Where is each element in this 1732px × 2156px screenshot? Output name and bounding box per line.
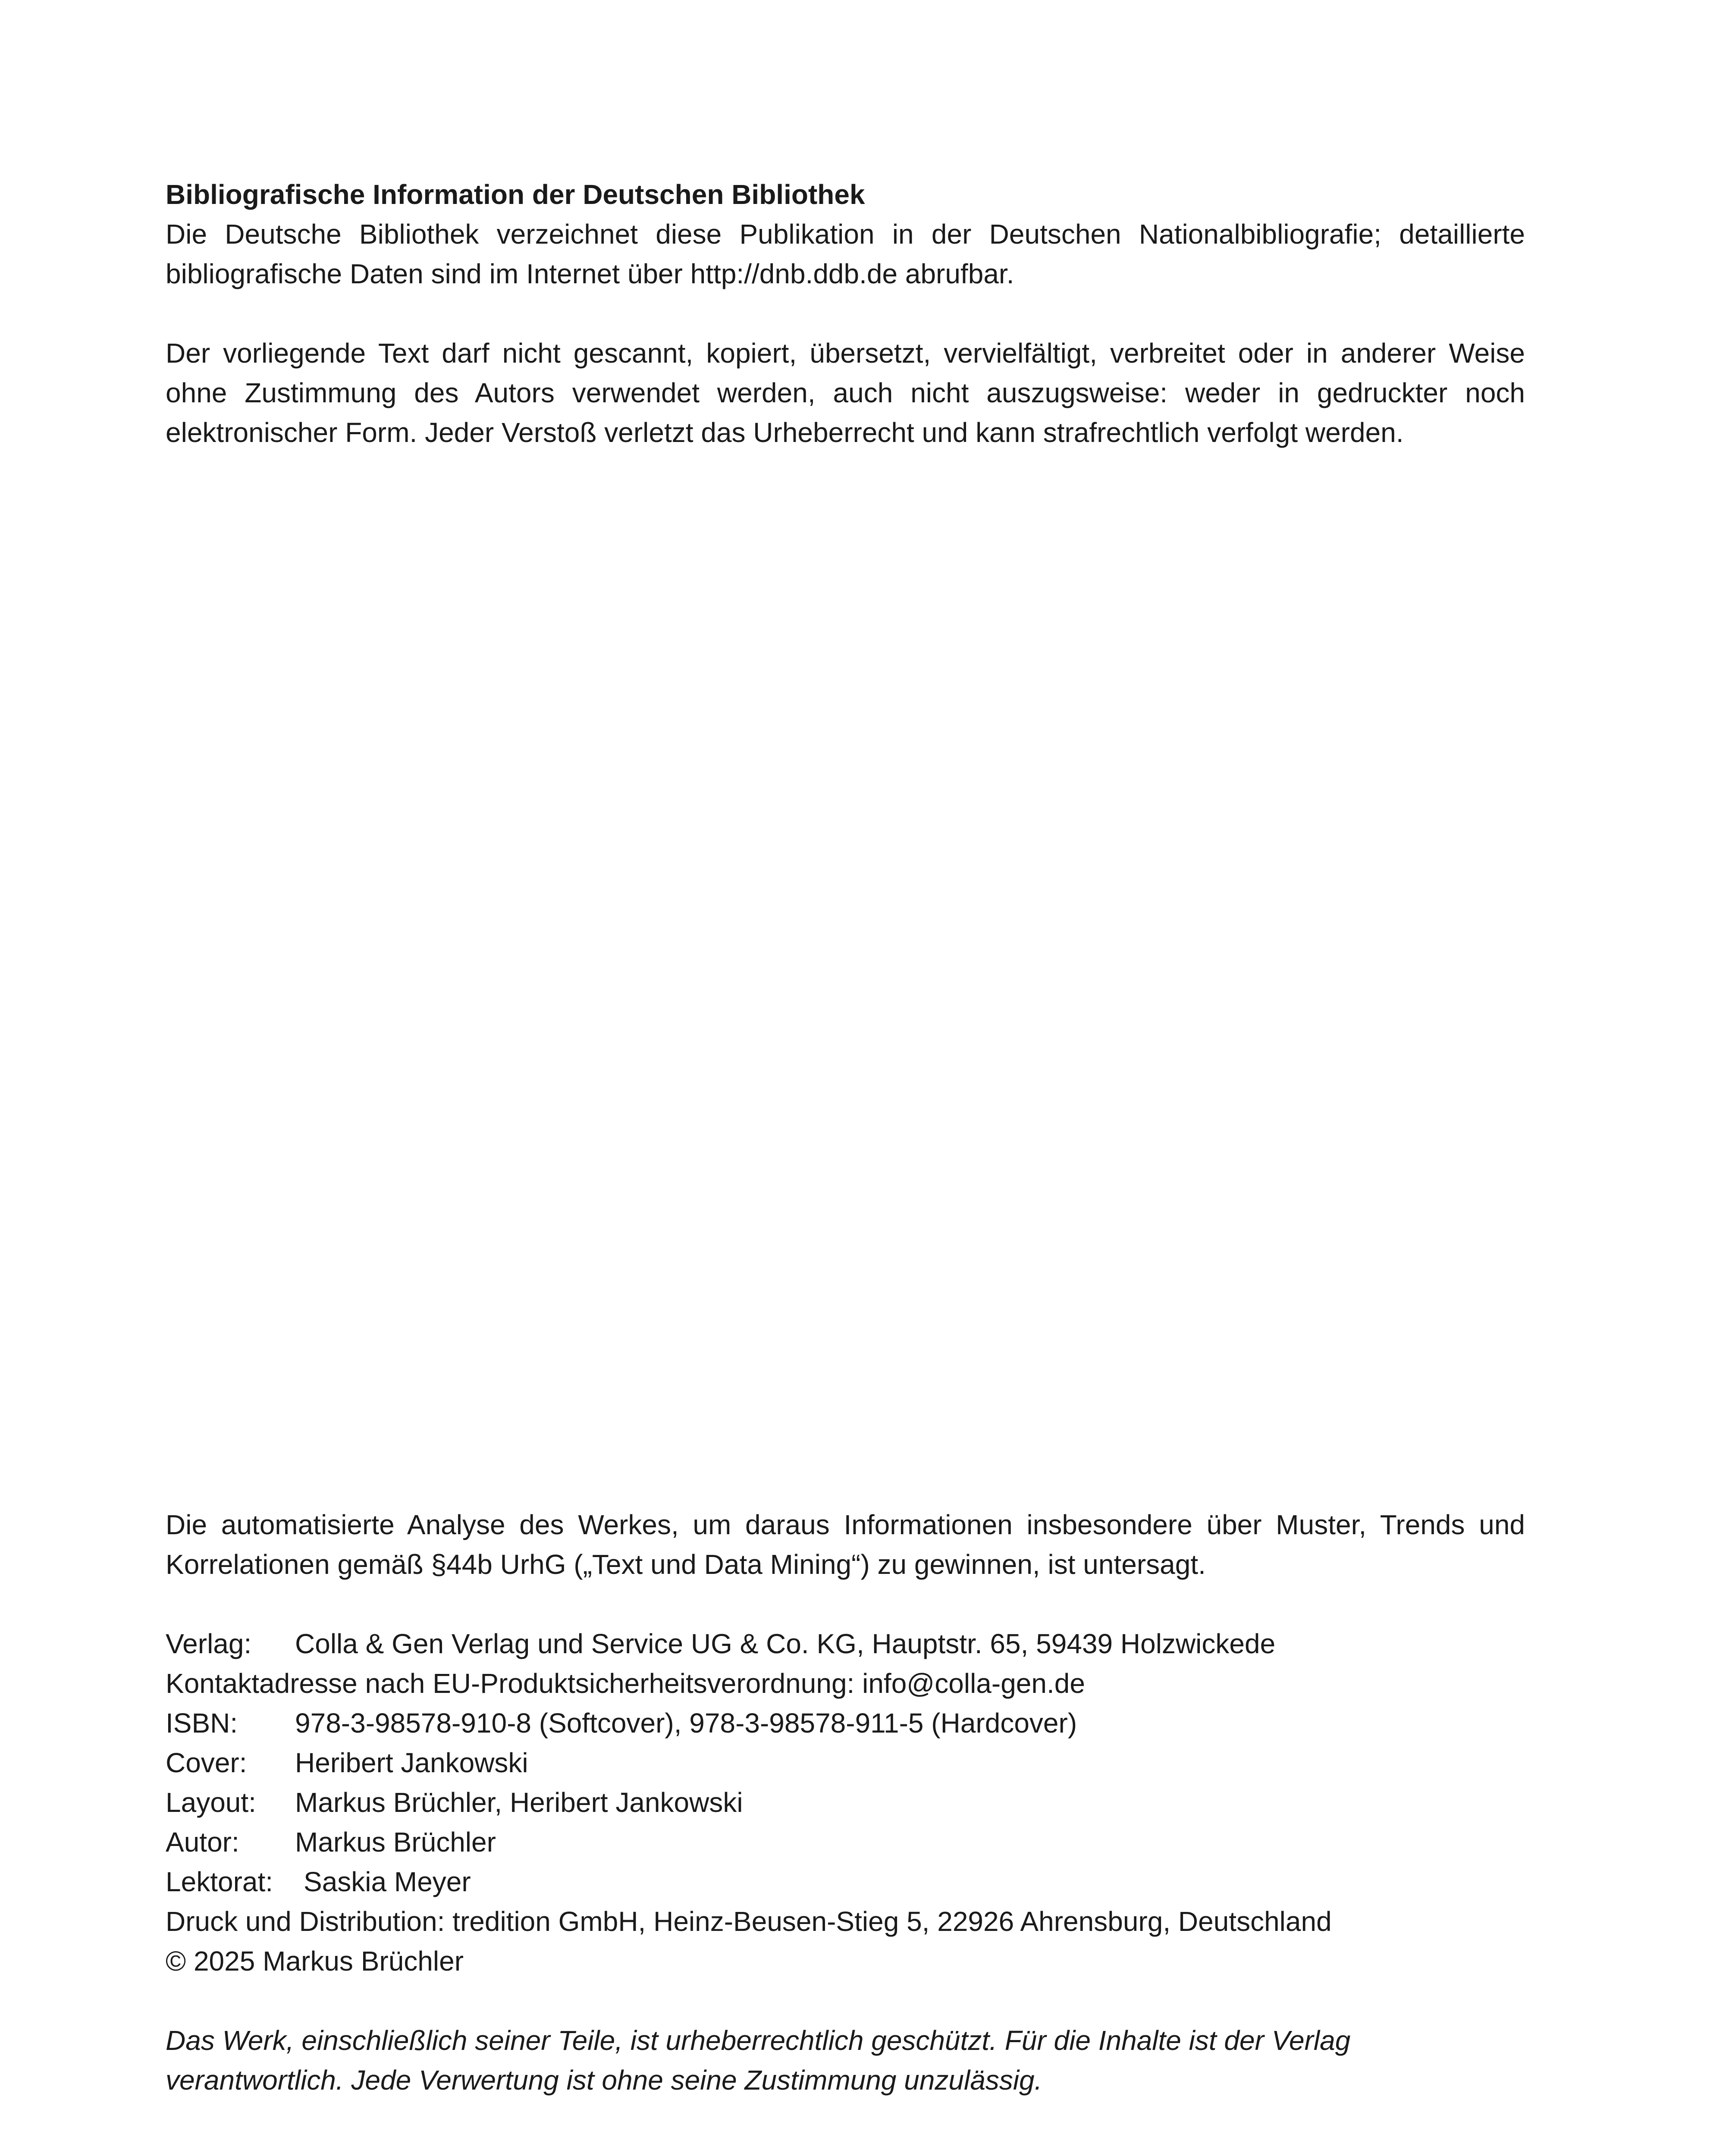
layout-label: Layout: bbox=[166, 1787, 256, 1818]
contact-line: Kontaktadresse nach EU-Produktsicherheitsverordnung: info@colla-gen.de bbox=[166, 1668, 1085, 1699]
bibliography-heading: Bibliografische Information der Deutschen Bibliothek bbox=[166, 179, 865, 210]
layout-row bbox=[166, 1783, 1525, 1822]
cover-row bbox=[166, 1743, 1525, 1783]
spacer bbox=[166, 1981, 1525, 2021]
verlag-row bbox=[166, 1624, 1525, 1664]
druck-line: Druck und Distribution: tredition GmbH, Heinz-Beusen-Stieg 5, 22926 Ahrensburg, Deutschland bbox=[166, 1906, 1332, 1937]
autor-row bbox=[166, 1822, 1525, 1862]
isbn-row bbox=[166, 1703, 1525, 1743]
spacer bbox=[166, 294, 1525, 333]
cover-label: Cover: bbox=[166, 1747, 247, 1778]
spacer bbox=[166, 1584, 1525, 1624]
autor-value: Markus Brüchler bbox=[295, 1827, 496, 1858]
cover-value: Heribert Jankowski bbox=[295, 1747, 528, 1778]
autor-label: Autor: bbox=[166, 1827, 239, 1858]
tdm-notice: Die automatisierte Analyse des Werkes, um daraus Informationen insbesondere über Muster, Trends und Korrelationen gemäß §44b UrhG („Text und Data Mining“) zu gewinnen, ist untersagt. bbox=[166, 1509, 1525, 1580]
lektorat-row bbox=[166, 1862, 1525, 1902]
lektorat-label: Lektorat: bbox=[166, 1866, 273, 1897]
closing-notice: Das Werk, einschließlich seiner Teile, ist urheberrechtlich geschützt. Für die Inhalte ist der Verlag verantwortlich. Jede Verwertung ist ohne seine Zustimmung unzulässig. bbox=[166, 2025, 1351, 2096]
copyright-notice: Der vorliegende Text darf nicht gescannt, kopiert, übersetzt, vervielfältigt, verbreitet oder in anderer Weise ohne Zustimmung des Autors verwendet werden, auch nicht auszugsweise: weder in gedruckter noch elektronischer Form. Jeder Verstoß verletzt das Urheberrecht und kann strafrechtlich verfolgt werden. bbox=[166, 338, 1525, 448]
isbn-label: ISBN: bbox=[166, 1708, 238, 1739]
lektorat-value: Saskia Meyer bbox=[304, 1866, 471, 1897]
imprint-block bbox=[166, 1505, 1525, 2100]
top-block bbox=[166, 175, 1525, 452]
layout-value: Markus Brüchler, Heribert Jankowski bbox=[295, 1787, 743, 1818]
verlag-label: Verlag: bbox=[166, 1628, 252, 1659]
copyright-line: © 2025 Markus Brüchler bbox=[166, 1946, 464, 1977]
bibliography-text: Die Deutsche Bibliothek verzeichnet diese Publikation in der Deutschen Nationalbibliografie; detaillierte bibliografische Daten sind im Internet über http://dnb.ddb.de abrufbar. bbox=[166, 219, 1525, 289]
verlag-value: Colla & Gen Verlag und Service UG & Co. KG, Hauptstr. 65, 59439 Holzwickede bbox=[295, 1628, 1276, 1659]
isbn-value: 978-3-98578-910-8 (Softcover), 978-3-98578-911-5 (Hardcover) bbox=[295, 1708, 1077, 1739]
